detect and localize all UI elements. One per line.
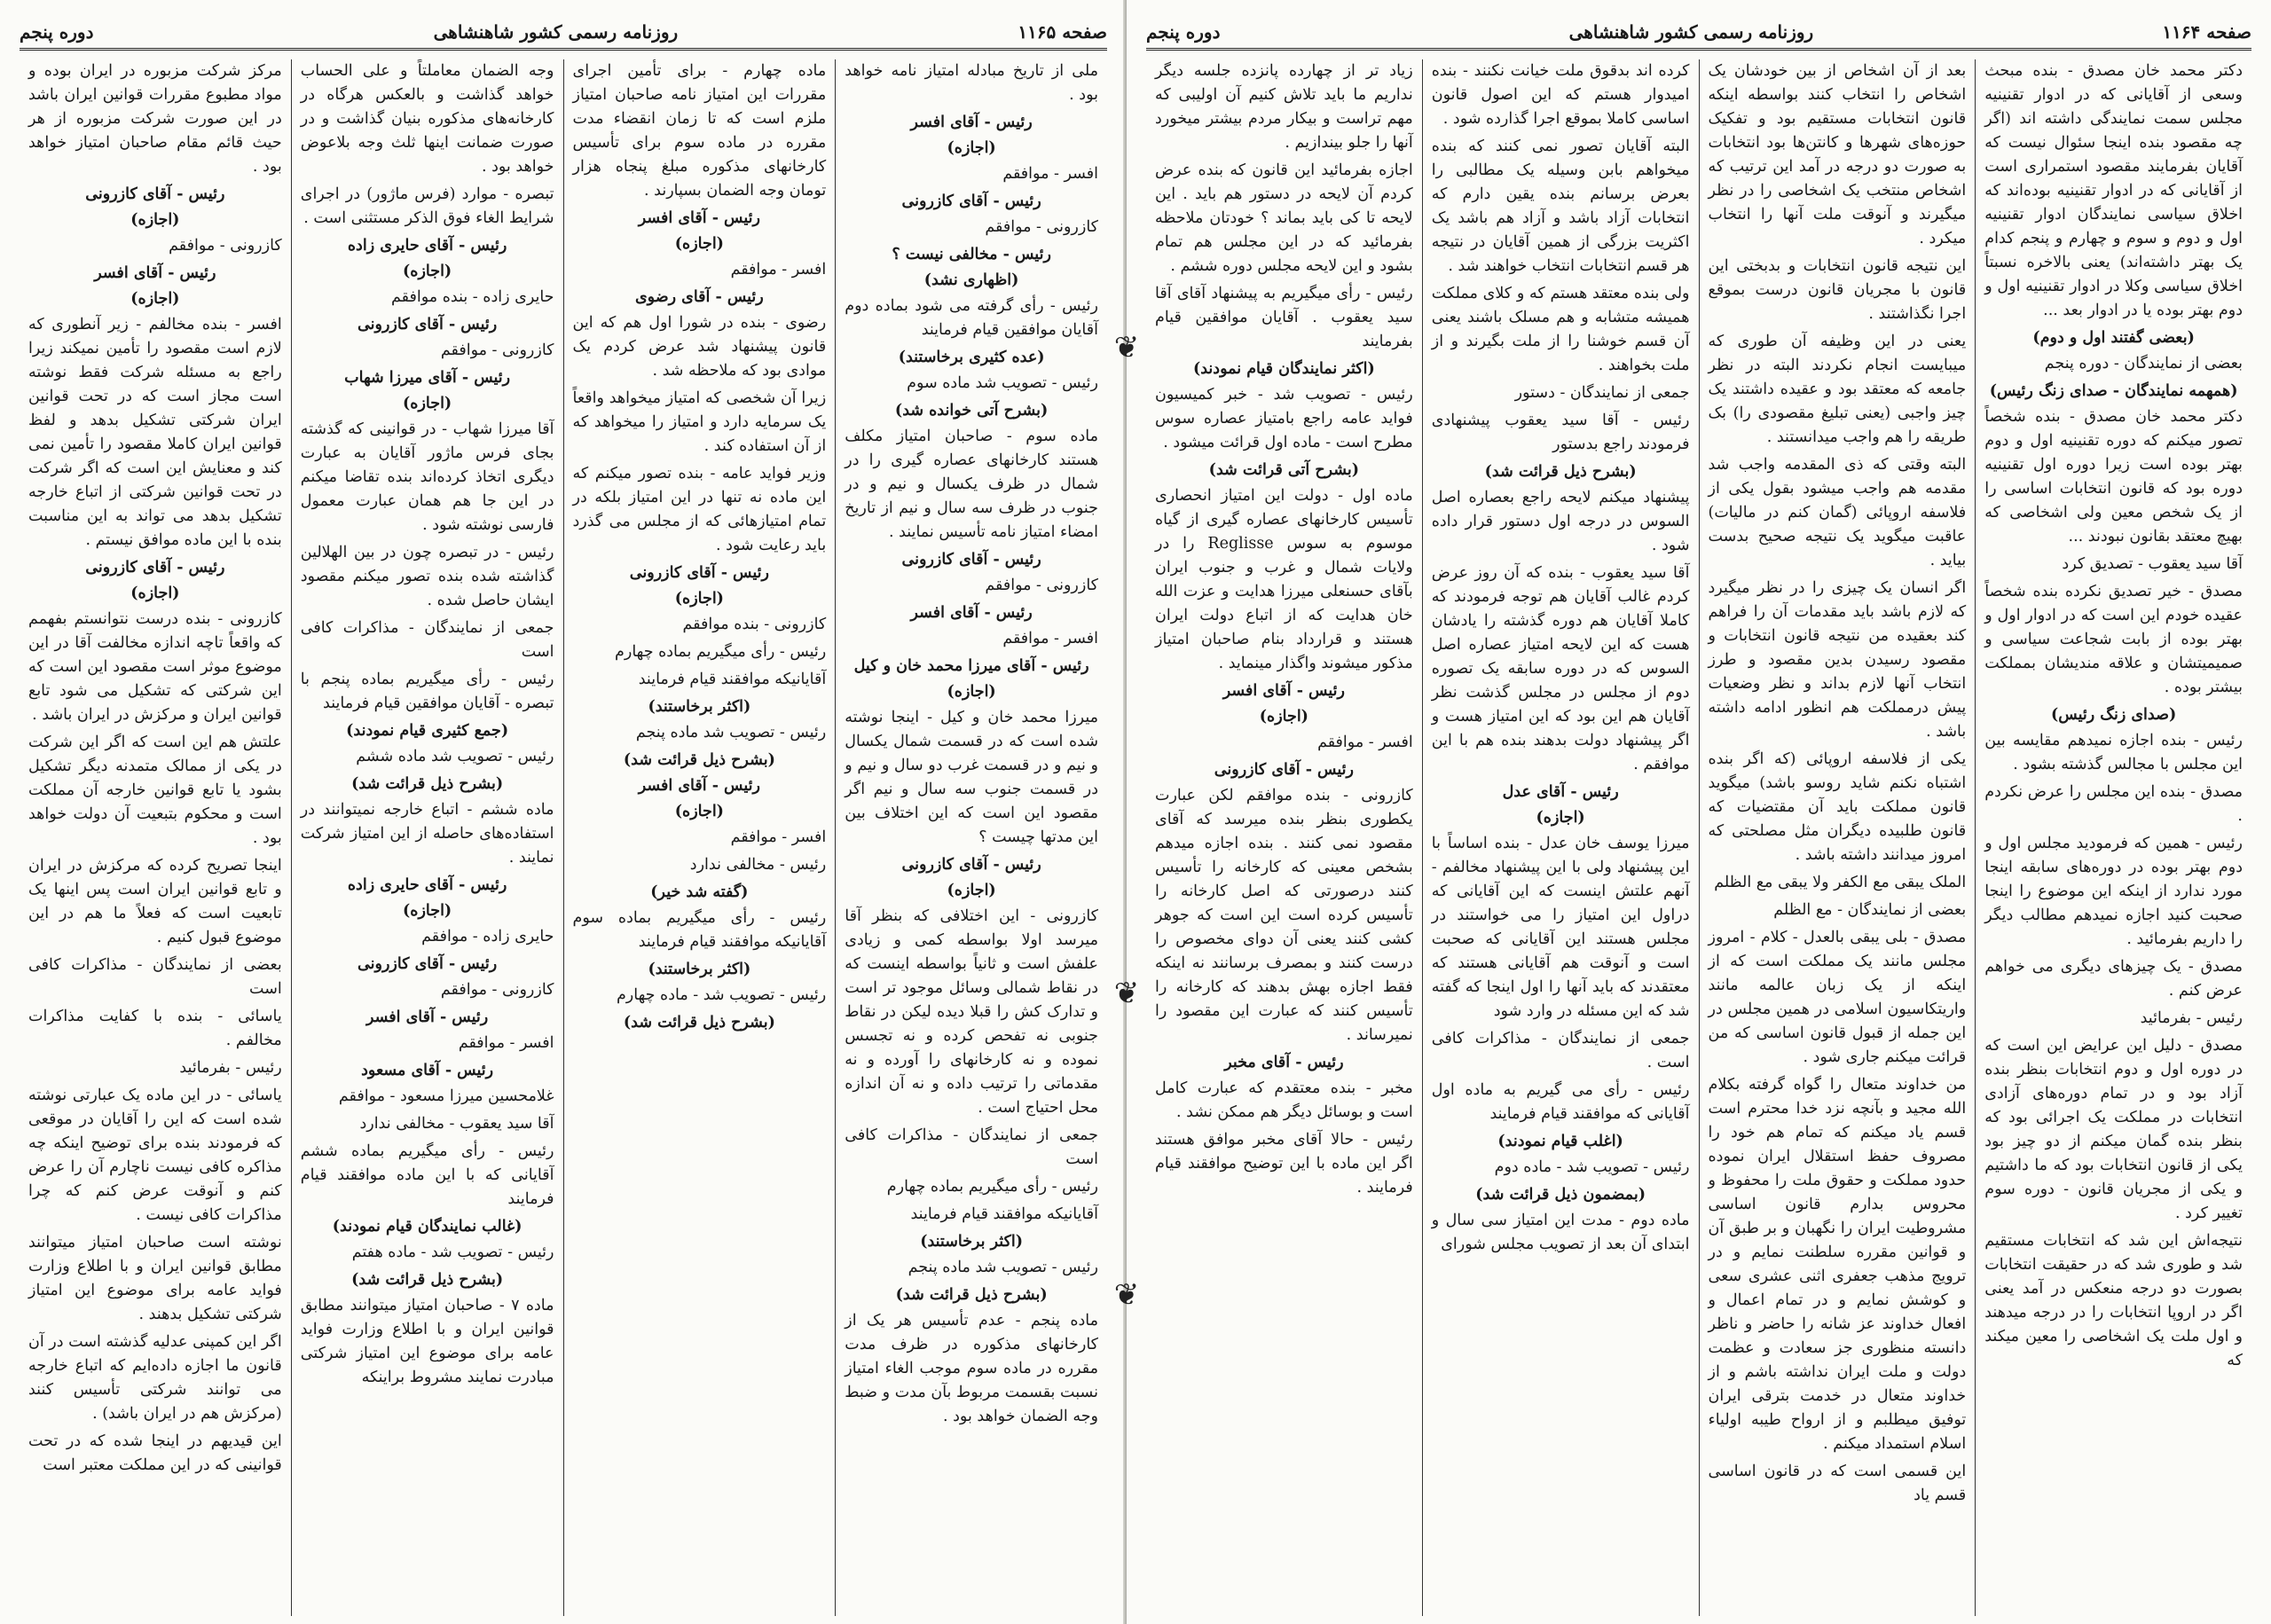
- paragraph: غلامحسین میرزا مسعود - موافقم: [338, 1087, 554, 1105]
- paragraph: این قیدیهم در اینجا شده که در تحت قوانینی که در این مملکت معتبر است: [28, 1432, 282, 1474]
- paragraph: رئیس - رأی میگیریم به پیشنهاد آقای آقا سید یعقوب . آقایان موافقین قیام بفرمایند: [1155, 285, 1413, 350]
- paragraph: بعضی از نمایندگان - مع الظلم: [1773, 901, 1967, 919]
- paragraph: رئیس - رأی میگیریم بماده چهارم: [886, 1178, 1098, 1196]
- speaker-line: (اجازه): [674, 235, 724, 253]
- speaker-line: (اکثر نمایندگان قیام نمودند): [1192, 360, 1375, 378]
- speaker-line: رئیس - آقای افسر: [910, 604, 1033, 622]
- paragraph: رئیس - تصویب شد ماده پنجم: [908, 1259, 1098, 1276]
- speaker-line: رئیس - آقای مخبر: [1224, 1054, 1344, 1071]
- paragraph: رئیس - رأی میگیریم بماده ششم آقایانی که با این ماده موافقند قیام فرمایند: [300, 1142, 554, 1208]
- speaker-line: (گفته شد خیر): [650, 883, 749, 901]
- speaker-line: رئیس - آقای کازرونی: [85, 185, 225, 203]
- speaker-line: رئیس - آقای کازرونی: [85, 559, 225, 577]
- paragraph: رئیس - رأی میگیریم بماده سوم آقایانیکه موافقند قیام فرمایند: [572, 909, 827, 951]
- paragraph: رئیس - بنده اجازه نمیدهم مقایسه بین این مجلس با مجالس گذشته بشود .: [1984, 732, 2243, 773]
- text-column: [563, 59, 836, 1616]
- paragraph: بعضی از نمایندگان - دوره پنجم: [2044, 355, 2243, 373]
- paragraph: رئیس - تصویب شد ماده سوم: [907, 374, 1098, 392]
- paragraph: اینجا تصریح کرده که مرکزش در ایران و تابع قوانین ایران است پس اینها یک تابعیت است که فعلاً ما هم در این موضوع قبول کنیم .: [28, 857, 282, 946]
- paragraph: رئیس - تصویب شد - ماده دوم: [1494, 1158, 1690, 1176]
- paragraph: رئیس - در تبصره چون در بین الهلالین گذاشته شده بنده تصور میکنم مقصود ایشان حاصل شده .: [300, 544, 554, 609]
- paragraph: ماده سوم - صاحبان امتیاز مکلف هستند کارخانهای عصاره گیری را در شمال در ظرف یکسال و نیم و در جنوب در ظرف سه سال و نیم از تاریخ امضاء امتیاز نامه تأسیس نمایند .: [845, 428, 1098, 541]
- paragraph: آقا سید یعقوب - تصدیق کرد: [2062, 555, 2243, 573]
- paragraph: میرزا یوسف خان عدل - بنده اساساً با این پیشنهاد ولی با این پیشنهاد مخالفم - آنهم علتش اینست که این آقایانی که دراول این امتیاز را می خواستند در مجلس هستند این آقایانی که صحبت است و آنوقت هم آقایانی هستند که معتقدند که باید آنها را اول اینجا که گفته شد که این مسئله در وارد شود: [1431, 835, 1690, 1020]
- paragraph: بعد از آن اشخاص از بین خودشان یک اشخاص را انتخاب کنند بواسطه اینکه قانون انتخابات مستقیم بود و تفکیک حوزه‌های شهرها و کانتن‌ها بود انتخابات به صورت دو درجه در آمد این ترتیب که اشخاص منتخب یک اشخاصی را در نظر میگیرند و آنوقت ملت آنها را انتخاب میکرد .: [1708, 62, 1967, 247]
- paragraph: کرده اند بدقوق ملت خیانت نکنند - بنده امیدوار هستم که این اصول قانون اساسی کاملا بموقع اجرا گذارده شود .: [1431, 62, 1690, 128]
- paragraph: کازرونی - موافقم: [169, 237, 282, 255]
- speaker-line: رئیس - آقای کازرونی: [358, 316, 498, 333]
- paragraph: مصدق - بلی یبقی بالعدل - کلام - امروز مجلس مانند یک مملکت است که از اینکه از یک زبان عالمه مانند واریتکاسیون اسلامی در همین مجلس در این جمله از قبول قانون اساسی که من قرائت میکنم جاری شود .: [1708, 929, 1967, 1066]
- speaker-line: (جمع کثیری قیام نمودند): [346, 722, 509, 740]
- paragraph: رئیس - تصویب شد - خبر کمیسیون فواید عامه راجع بامتیاز عصاره سوس مطرح است - ماده اول قرائت میشود .: [1155, 386, 1413, 451]
- speaker-line: رئیس - آقای حایری زاده: [347, 237, 507, 255]
- paragraph: آقا سید یعقوب - بنده که آن روز عرض کردم غالب آقایان هم توجه فرمودند که کاملا آقایان هم دوره گذشته را یادشان هست که این لایحه امتیاز عصاره اصل السوس که در دوره سابقه یک تصوره دوم از مجلس در مجلس گذشت نظر آقایان هم این بود که این امتیاز هست و اگر پیشنهاد دولت بدهند بنده هم با این موافقم .: [1431, 564, 1690, 773]
- paragraph: حایری زاده - موافقم: [421, 928, 554, 945]
- speaker-line: (بشرح ذیل قرائت شد): [351, 1271, 504, 1289]
- paragraph: رئیس - همین که فرمودید مجلس اول و دوم بهتر بوده در دوره‌های سابقه اینجا مورد ندارد از اینکه این موضوع را اینجا صحبت کنید اجازه نمیدهم مطالب دیگر را داریم بفرمائید .: [1984, 835, 2243, 948]
- paragraph: افسر - موافقم: [1317, 734, 1413, 751]
- binding-ornament-icon: ❦: [1113, 1277, 1140, 1313]
- speaker-line: رئیس - آقای کازرونی: [358, 955, 498, 973]
- paragraph: رئیس - رأی میگیریم بماده چهارم: [615, 643, 827, 661]
- text-column: [291, 59, 563, 1616]
- paragraph: جمعی از نمایندگان - مذاکرات کافی است: [845, 1126, 1098, 1168]
- paragraph: آقا میرزا شهاب - در قوانینی که گذشته بجای فرس ماژور آقایان به عبارت دیگری اتخاذ کرده‌اند بنده تقاضا میکنم در این جا هم همان عبارت معمول فارسی نوشته شود .: [300, 420, 554, 534]
- speaker-line: (اکثر برخاستند): [648, 698, 751, 716]
- paragraph: ماده اول - دولت این امتیاز انحصاری تأسیس کارخانهای عصاره گیری از گیاه موسوم به سوس Reglisse را در ولایات شمال و غرب و جنوب ایران بآقای حسنعلی میرزا هدایت و عزت الله خان هدایت که از اتباع دولت ایران هستند و قرارداد بنام صاحبان امتیاز مذکور میشوند واگذار مینماید .: [1155, 487, 1413, 672]
- paragraph: کازرونی - بنده موافقم لکن عبارت یکطوری بنظر بنده میرسد که آقای مقصود نمی کنند . بنده اجازه میدهم بشخص معینی که کارخانه را تأسیس کنند درصورتی که اصل کارخانه را تأسیس کرده است این است که جوهر کشی کنند یعنی آن دوای مخصوص را درست کنند و بمصرف برسانند نه اینکه فقط اجازه بهش بدهند که کارخانه را تأسیس کنند که عبارت این مقصود را نمیرساند .: [1155, 787, 1413, 1044]
- speaker-line: رئیس - آقای مسعود: [361, 1062, 494, 1079]
- speaker-line: (اکثر برخاستند): [920, 1233, 1024, 1251]
- speaker-line: (اکثر برخاستند): [648, 961, 751, 978]
- paragraph: اگر این کمپنی عدلیه گذشته است در آن قانون ما اجازه داده‌ایم که اتباع خارجه می توانند شرکتی تأسیس کنند (مرکزش هم در ایران باشد) .: [28, 1333, 282, 1423]
- speaker-line: رئیس - آقای رضوی: [634, 288, 764, 306]
- paragraph: ماده پنجم - عدم تأسیس هر یک از کارخانهای مذکوره در ظرف مدت مقرره در ماده سوم موجب الغاء امتیاز نسبت بقسمت مربوط بآن مدت و ضبط وجه الضمان خواهد بود .: [845, 1312, 1098, 1425]
- right-page-header: [1146, 16, 2251, 51]
- right-page-number: صفحه ۱۱۶۴: [2162, 21, 2251, 43]
- paragraph: کازرونی - موافقم: [985, 577, 1098, 594]
- speaker-line: (اجازه): [403, 395, 452, 412]
- right-page-columns: [1146, 59, 2251, 1616]
- paragraph: کازرونی - موافقم: [985, 218, 1098, 236]
- paragraph: مصدق - خیر تصدیق نکرده بنده شخصاً عقیده خودم این است که در ادوار اول و بهتر بوده از بابت شجاعت سیاسی و صمیمیتشان و علاقه مندیشان بمملکت بیشتر بوده .: [1984, 583, 2243, 696]
- paragraph: زیرا آن شخصی که امتیاز میخواهد واقعاً یک سرمایه دارد و امتیاز را میخواهد که از آن استفاده کند .: [572, 389, 827, 455]
- speaker-line: رئیس - آقای عدل: [1502, 783, 1619, 801]
- paragraph: کازرونی - بنده موافقم: [682, 616, 827, 633]
- speaker-line: (اجازه): [130, 584, 180, 602]
- speaker-line: رئیس - آقای کازرونی: [901, 551, 1041, 569]
- paragraph: این نتیجه قانون انتخابات و بدبختی این قانون با مجریان قانون درست بموقع اجرا نگذاشتند .: [1708, 257, 1967, 323]
- speaker-line: رئیس - آقای افسر: [638, 777, 760, 795]
- text-column: [1699, 59, 1976, 1616]
- speaker-line: رئیس - آقای کازرونی: [901, 192, 1041, 210]
- paragraph: من خداوند متعال را گواه گرفته بکلام الله مجید و بآنچه نزد خدا محترم است قسم یاد میکنم که تمام هم خود را مصروف حفظ استقلال ایران نموده حدود مملکت و حقوق ملت را محفوظ و محروس بدارم قانون اساسی مشروطیت ایران را نگهبان و بر طبق آن و قوانین مقرره سلطنت نمایم و در ترویج مذهب جعفری اثنی عشری سعی و کوشش نمایم و در تمام اعمال و افعال خداوند عز شانه را حاضر و ناظر دانسته منظوری جز سعادت و عظمت دولت و ملت ایران نداشته باشم و از خداوند متعال در خدمت بترقی ایران توفیق میطلبم و از ارواح طیبه اولیاء اسلام استمداد میکنم .: [1708, 1076, 1967, 1453]
- paragraph: اجازه بفرمائید این قانون که بنده عرض کردم آن لایحه در دستور هم باید . این لایحه تا کی باید بماند ؟ خودتان ملاحظه بفرمائید که در این مجلس هم تمام بشود و این لایحه مجلس دوره ششم .: [1155, 161, 1413, 275]
- paragraph: ماده ۷ - صاحبان امتیاز میتوانند مطابق قوانین ایران و با اطلاع وزارت فواید عامه برای موضوع این امتیاز شرکتی مبادرت نمایند مشروط براینکه: [300, 1297, 554, 1386]
- speaker-line: (همهمه نمایندگان - صدای زنگ رئیس): [1989, 382, 2238, 400]
- left-page-number: صفحه ۱۱۶۵: [1018, 21, 1107, 43]
- paragraph: کازرونی - موافقم: [440, 341, 554, 359]
- speaker-line: (اجازه): [403, 902, 452, 920]
- left-page-columns: [20, 59, 1107, 1616]
- paragraph: آقا سید یعقوب - مخالفی ندارد: [359, 1115, 554, 1133]
- paragraph: این قسمی است که در قانون اساسی قسم یاد: [1708, 1463, 1967, 1504]
- speaker-line: (اجازه): [947, 139, 996, 157]
- text-column: [20, 59, 291, 1616]
- paragraph: تبصره - موارد (فرس ماژور) در اجرای شرایط الغاء فوق الذکر مستثنی است .: [300, 185, 554, 227]
- paragraph: افسر - موافقم: [730, 828, 827, 846]
- speaker-line: (بعضی گفتند اول و دوم): [2032, 329, 2195, 347]
- speaker-line: (غالب نمایندگان قیام نمودند): [332, 1218, 523, 1236]
- paragraph: حایری زاده - بنده موافقم: [391, 288, 554, 306]
- right-page: [1127, 0, 2271, 1624]
- speaker-line: (بشرح ذیل قرائت شد): [1484, 463, 1637, 481]
- speaker-line: رئیس - آقای افسر: [94, 264, 216, 282]
- paragraph: افسر - بنده مخالفم - زیر آنطوری که لازم است مقصود را تأمین نمیکند زیرا راجع به مسئله شرکت فقط نوشته است مجاز است که در تحت قوانین ایران شرکتی تشکیل بدهد و لفظ قوانین ایران کاملا مقصود را تأمین نمی کند و معنایش این است که اگر شرکت در تحت قوانین شرکتی از اتباع خارجه تشکیل بدهد می تواند به این مناسبت بنده با این ماده موافق نیستم .: [28, 316, 282, 549]
- paragraph: یاسائی - در این ماده یک عبارتی نوشته شده است که این را آقایان در موقعی که فرمودند بنده برای توضیح اینکه چه مذاکره کافی نیست ناچارم آن را عرض کنم و آنوقت عرض کنم که چرا مذاکرات کافی نیست .: [28, 1087, 282, 1224]
- speaker-line: (اجازه): [403, 263, 452, 280]
- speaker-line: (بشرح ذیل قرائت شد): [351, 775, 504, 793]
- speaker-line: (اجازه): [674, 590, 724, 608]
- speaker-line: رئیس - آقای حایری زاده: [347, 876, 507, 894]
- paragraph: مرکز شرکت مزبوره در ایران بوده و مواد مطبوع مقررات قوانین ایران باشد در این صورت شرکت مزبوره از هر حیث قائم مقام صاحبان امتیاز خواهد بود .: [28, 62, 282, 176]
- paragraph: دکتر محمد خان مصدق - بنده شخصاً تصور میکنم که دوره تقنینیه اول و دوم بهتر بوده است زیرا دوره اول تقنینیه دوره بود که قانون انتخابات اساسی را از یک شخص معین ولی اشخاصی که بهیچ معتقد بقانون نبودند ...: [1984, 408, 2243, 545]
- paragraph: زیاد تر از چهارده پانزده جلسه دیگر نداریم ما باید تلاش کنیم آن اولیبی که مهم تراست و بیکار مردم بیشتر میخورد آنها را جلو بیندازیم .: [1155, 62, 1413, 152]
- paragraph: رئیس - تصویب شد ماده پنجم: [635, 724, 827, 741]
- speaker-line: (اجازه): [674, 803, 724, 820]
- paragraph: کازرونی - موافقم: [440, 981, 554, 999]
- speaker-line: (اجازه): [947, 882, 996, 899]
- paragraph: وزیر فواید عامه - بنده تصور میکنم که این ماده نه تنها در این امتیاز بلکه در تمام امتیازهائی که از مجلس می گذرد باید رعایت شود .: [572, 465, 827, 554]
- speaker-line: رئیس - آقای افسر: [1222, 682, 1345, 700]
- paragraph: رئیس - بفرمائید: [2140, 1009, 2243, 1027]
- paragraph: مصدق - بنده این مجلس را عرض نکردم .: [1984, 783, 2243, 825]
- speaker-line: رئیس - مخالفی نیست ؟: [892, 246, 1051, 263]
- paragraph: رئیس - رأی میگیریم بماده پنجم با تبصره - آقایان موافقین قیام فرمایند: [300, 671, 554, 712]
- paragraph: یاسائی - بنده با کفایت مذاکرات مخالفم .: [28, 1008, 282, 1049]
- paragraph: وجه الضمان معاملتاً و علی الحساب خواهد گذاشت و بالعکس هرگاه در کارخانه‌های مذکوره بنیان گذاشت و در صورت ضمانت اینها ثلث وجه بلاعوض خواهد بود .: [300, 62, 554, 176]
- speaker-line: رئیس - آقای میرزا شهاب: [344, 369, 511, 387]
- speaker-line: رئیس - آقای میرزا محمد خان و کیل: [853, 657, 1089, 675]
- paragraph: جمعی از نمایندگان - دستور: [1514, 384, 1690, 402]
- paragraph: کازرونی - بنده درست نتوانستم بفهمم که واقعاً تاچه اندازه مخالفت آقا در این موضوع موثر است مقصود این است که این شرکتی که تشکیل می شود تابع قوانین ایران و مرکزش در ایران باشد .: [28, 610, 282, 724]
- speaker-line: (عده کثیری برخاستند): [898, 349, 1045, 366]
- paragraph: ملی از تاریخ مبادله امتیاز نامه خواهد بود .: [845, 62, 1098, 104]
- speaker-line: (بشرح ذیل قرائت شد): [895, 1286, 1048, 1304]
- text-column: [1422, 59, 1699, 1616]
- paragraph: یکی از فلاسفه اروپائی (که اگر بنده اشتباه نکنم شاید روسو باشد) میگوید قانون مملکت باید آن مقتضیات که قانون طلبیده دیگران مثل مصلحتی که امروز میدانند داشته باشد .: [1708, 750, 1967, 864]
- binding-ornament-icon: ❦: [1113, 330, 1140, 365]
- right-period-label: دوره پنجم: [1146, 21, 1221, 43]
- speaker-line: (بشرح ذیل قرائت شد): [623, 1014, 775, 1032]
- paragraph: دکتر محمد خان مصدق - بنده مبحث وسعی از آقایانی که در ادوار تقنینیه مجلس سمت نمایندگی داشته اند (اگر چه مقصود بنده اینجا سئوال نیست که آقایان بفرمایند مقصود استمراری است از آقایانی که در ادوار تقنینیه بوده‌اند که اخلاق سیاسی نمایندگان ادوار تقنینیه اول و دوم و سوم و چهارم و پنجم کدام یک بهتر داشته‌اند) یعنی بالاخره نسبتاً اخلاق سیاسی وکلا در ادوار تقنینیه اول و دوم بهتر بوده یا در ادوار بعد ...: [1984, 62, 2243, 319]
- paragraph: آقایانیکه موافقند قیام فرمایند: [638, 671, 827, 688]
- speaker-line: (بشرح ذیل قرائت شد): [623, 751, 775, 769]
- speaker-line: (اجازه): [1259, 708, 1308, 726]
- paragraph: ولی بنده معتقد هستم که و کلای مملکت همیشه متشابه و هم مسلک باشند یعنی آن قسم خوشنا را از ملت بگیرند و از ملت بخواهند .: [1431, 285, 1690, 374]
- speaker-line: رئیس - آقای کازرونی: [629, 564, 769, 582]
- left-page-header: [20, 16, 1107, 51]
- left-newspaper-title: روزنامه رسمی کشور شاهنشاهی: [433, 21, 679, 43]
- paragraph: رئیس - مخالفی ندارد: [689, 856, 827, 874]
- paragraph: البته آقایان تصور نمی کنند که بنده میخواهم بابن وسیله یک مطالبی را بعرض برسانم بنده یقین دارم که انتخابات آزاد باشد و آزاد هم باشد یک اکثریت بزرگی از همین آقایان در نتیجه هر قسم انتخابات انتخاب خواهند شد .: [1431, 137, 1690, 275]
- right-newspaper-title: روزنامه رسمی کشور شاهنشاهی: [1568, 21, 1814, 43]
- paragraph: افسر - موافقم: [1002, 165, 1098, 183]
- text-column: [1146, 59, 1422, 1616]
- left-page: [0, 0, 1127, 1624]
- paragraph: البته وقتی که ذی المقدمه واجب شد مقدمه هم واجب میشود بقول یکی از فلاسفه اروپائی (گمان کنم در مالیات) عاقبت میگوید یک نتیجه صحیح بدست بیاید .: [1708, 456, 1967, 569]
- speaker-line: (بشرح آتی خوانده شد): [894, 402, 1049, 420]
- speaker-line: (اجازه): [130, 211, 180, 229]
- speaker-line: (اظهاری نشد): [923, 271, 1019, 289]
- text-column: [1975, 59, 2251, 1616]
- speaker-line: رئیس - آقای افسر: [366, 1008, 489, 1026]
- paragraph: رئیس - بفرمائید: [179, 1059, 282, 1077]
- speaker-line: (اجازه): [130, 290, 180, 308]
- paragraph: رئیس - حالا آقای مخبر موافق هستند اگر این ماده با این توضیح موافقند قیام فرمایند .: [1155, 1131, 1413, 1196]
- speaker-line: (بشرح آتی قرائت شد): [1208, 461, 1360, 479]
- paragraph: پیشنهاد میکنم لایحه راجع بعصاره اصل السوس در درجه اول دستور قرار داده شود .: [1431, 489, 1690, 554]
- paragraph: افسر - موافقم: [1002, 630, 1098, 647]
- paragraph: الملک یبقی مع الکفر ولا یبقی مع الظلم: [1714, 874, 1967, 891]
- paragraph: آقایانیکه موافقند قیام فرمایند: [910, 1205, 1098, 1223]
- paragraph: علتش هم این است که اگر این شرکت در یکی از ممالک متمدنه دیگر تشکیل بشود یا تابع قوانین خارجه آن مملکت است و محکوم بتبعیت آن دولت خواهد بود .: [28, 734, 282, 847]
- paragraph: میرزا محمد خان و کیل - اینجا نوشته شده است که در قسمت شمال یکسال و نیم و در قسمت غرب دو سال و نیم و در قسمت جنوب سه سال و نیم اگر مقصود این است که این اختلاف بین این مدتها چیست ؟: [845, 709, 1098, 846]
- paragraph: افسر - موافقم: [730, 261, 827, 279]
- speaker-line: (اغلب قیام نمودند): [1497, 1133, 1623, 1150]
- paragraph: نتیجه‌اش این شد که انتخابات مستقیم شد و طوری شد که در حقیقت انتخابات بصورت دو درجه منعکس در آمد یعنی اگر در اروپا انتخابات را در درجه میدهند و اول ملت یک اشخاصی را معین میکند که: [1984, 1232, 2243, 1369]
- paragraph: رئیس - تصویب شد - ماده هفتم: [351, 1243, 554, 1261]
- paragraph: مخبر - بنده معتقدم که عبارت کامل است و بوسائل دیگر هم ممکن نشد .: [1155, 1079, 1413, 1121]
- speaker-line: رئیس - آقای افسر: [910, 114, 1033, 131]
- paragraph: افسر - موافقم: [458, 1034, 554, 1052]
- speaker-line: (بمضمون ذیل قرائت شد): [1475, 1186, 1646, 1204]
- paragraph: رئیس - رأی گرفته می شود بماده دوم آقایان موافقین قیام فرمایند: [845, 297, 1098, 339]
- binding-ornament-icon: ❦: [1113, 976, 1140, 1011]
- paragraph: اگر انسان یک چیزی را در نظر میگیرد که لازم باشد باید مقدمات آن را فراهم کند بعقیده من نتیجه قانون انتخابات و مقصود رسیدن بدین مقصود و طرز انتخاب آنها لازم بداند و نظر وضعیات پیش درمملکت هم انظور ادامه داشته باشد .: [1708, 579, 1967, 741]
- left-period-label: دوره پنجم: [20, 21, 94, 43]
- speaker-line: رئیس - آقای کازرونی: [1214, 761, 1354, 779]
- paragraph: بعضی از نمایندگان - مذاکرات کافی است: [28, 956, 282, 998]
- paragraph: نوشته است صاحبان امتیاز میتوانند مطابق قوانین ایران و با اطلاع وزارت فواید عامه برای موضوع این امتیاز شرکتی تشکیل بدهند .: [28, 1234, 282, 1323]
- speaker-line: (اجازه): [947, 683, 996, 701]
- paragraph: رضوی - بنده در شورا اول هم که این قانون پیشنهاد شد عرض کردم یک موادی بود که ملاحظه شد .: [572, 314, 827, 380]
- paragraph: یعنی در این وظیفه آن طوری که میبایست انجام نکردند البته در نظر جامعه که معتقد بود و عقیده داشتند یک چیز واجبی (یعنی تبلیغ مقصودی را) بک طریقه را هم واجب میدانستند .: [1708, 333, 1967, 446]
- text-column: [835, 59, 1107, 1616]
- paragraph: کازرونی - این اختلافی که بنظر آقا میرسد اولا بواسطه کمی و زیادی علفش است و ثانیاً بواسطه اینست که در نقاط شمالی وسائل موجود تر است و تدارک کش را قبلا دیده لیکن در نقاط جنوبی نه تفحص کرده و نه تجسس نموده و نه کارخانهای را آورده و نه مقدماتی را ترتیب داده و نه آن اندازه محل احتیاج است .: [845, 907, 1098, 1117]
- paragraph: جمعی از نمایندگان - مذاکرات کافی است: [300, 619, 554, 661]
- paragraph: رئیس - آقا سید یعقوب پیشنهادی فرمودند راجع بدستور: [1431, 412, 1690, 453]
- speaker-line: (صدای زنگ رئیس): [2051, 706, 2177, 724]
- paragraph: مصدق - یک چیزهای دیگری می خواهم عرض کنم .: [1984, 958, 2243, 1000]
- paragraph: ماده دوم - مدت این امتیاز سی سال و ابتدای آن بعد از تصویب مجلس شورای: [1431, 1212, 1690, 1253]
- speaker-line: رئیس - آقای افسر: [638, 209, 760, 227]
- paragraph: رئیس - تصویب شد ماده ششم: [356, 748, 554, 765]
- paragraph: مصدق - دلیل این عرایض این است که در دوره اول و دوم انتخابات بنظر بنده آزاد بود و در تمام دوره‌های آزادی انتخابات در مملکت یک اجرائی بود که بنظر بنده گمان میکنم از دو چیز بود یکی از قانون انتخابات بود که ما داشتیم و یکی از مجریان قانون - دوره سوم تغییر کرد .: [1984, 1037, 2243, 1222]
- speaker-line: رئیس - آقای کازرونی: [901, 856, 1041, 874]
- paragraph: ماده چهارم - برای تأمین اجرای مقررات این امتیاز نامه صاحبان امتیاز ملزم است که تا زمان انقضاء مدت مقرره در ماده سوم برای تأسیس کارخانهای مذکوره مبلغ پنجاه هزار تومان وجه الضمان بسپارند .: [572, 62, 827, 200]
- paragraph: جمعی از نمایندگان - مذاکرات کافی است .: [1431, 1030, 1690, 1071]
- paragraph: ماده ششم - اتباع خارجه نمیتوانند در استفاده‌های حاصله از این امتیاز شرکت نمایند .: [300, 801, 554, 867]
- paragraph: رئیس - رأی می گیریم به ماده اول آقایانی که موافقند قیام فرمایند: [1431, 1081, 1690, 1123]
- speaker-line: (اجازه): [1536, 809, 1585, 827]
- paragraph: رئیس - تصویب شد - ماده چهارم: [616, 986, 827, 1004]
